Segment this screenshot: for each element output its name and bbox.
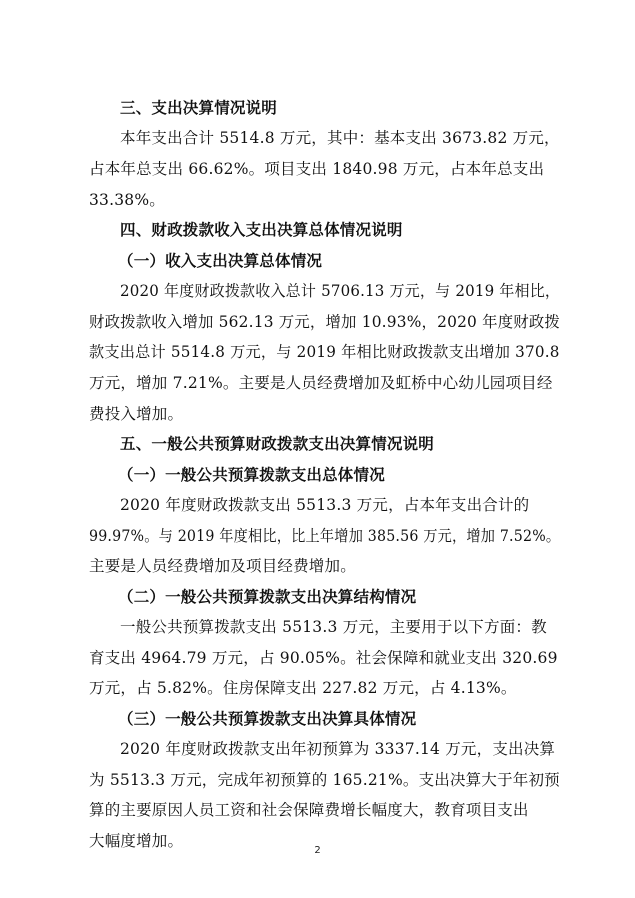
page-number: 2 [314,845,321,856]
paragraph-line: 一般公共预算拨款支出 5513.3 万元，主要用于以下方面：教 [120,618,547,636]
paragraph-line: 算的主要原因人员工资和社会保障费增长幅度大，教育项目支出 [89,801,529,819]
paragraph-line: 占本年总支出 66.62%。项目支出 1840.98 万元，占本年总支出 [89,160,545,178]
subsection-heading: （三）一般公共预算拨款支出决算具体情况 [118,709,417,728]
paragraph-line: 款支出总计 5514.8 万元，与 2019 年相比财政拨款支出增加 370.8 [89,343,560,361]
paragraph-line: 育支出 4964.79 万元，占 90.05%。社会保障和就业支出 320.69 [89,649,558,667]
paragraph-line: 为 5513.3 万元，完成年初预算的 165.21%。支出决算大于年初预 [89,771,560,789]
paragraph-line: 主要是人员经费增加及项目经费增加。 [89,557,356,575]
paragraph-line: 财政拨款收入增加 562.13 万元，增加 10.93%，2020 年度财政拨 [89,313,560,331]
paragraph-line: 本年支出合计 5514.8 万元，其中：基本支出 3673.82 万元， [120,129,560,147]
subsection-heading: （一）一般公共预算拨款支出总体情况 [118,465,385,484]
paragraph-line: 33.38%。 [89,191,166,209]
paragraph-line: 万元，增加 7.21%。主要是人员经费增加及虹桥中心幼儿园项目经 [89,374,553,392]
paragraph-line: 99.97%。与 2019 年度相比，比上年增加 385.56 万元，增加 7.52%。 [89,527,561,545]
paragraph-line: 2020 年度财政拨款支出 5513.3 万元，占本年支出合计的 [120,496,530,514]
paragraph-line: 2020 年度财政拨款支出年初预算为 3337.14 万元，支出决算 [120,740,556,758]
subsection-heading: （二）一般公共预算拨款支出决算结构情况 [118,587,417,606]
paragraph-line: 2020 年度财政拨款收入总计 5706.13 万元，与 2019 年相比， [120,282,561,300]
section-heading: 五、一般公共预算财政拨款支出决算情况说明 [120,434,435,453]
paragraph-line: 万元，占 5.82%。住房保障支出 227.82 万元，占 4.13%。 [89,679,517,697]
section-heading: 四、财政拨款收入支出决算总体情况说明 [120,220,403,239]
paragraph-line: 大幅度增加。 [89,832,184,850]
paragraph-line: 费投入增加。 [89,405,184,423]
subsection-heading: （一）收入支出决算总体情况 [118,251,323,270]
section-heading: 三、支出决算情况说明 [120,98,278,117]
